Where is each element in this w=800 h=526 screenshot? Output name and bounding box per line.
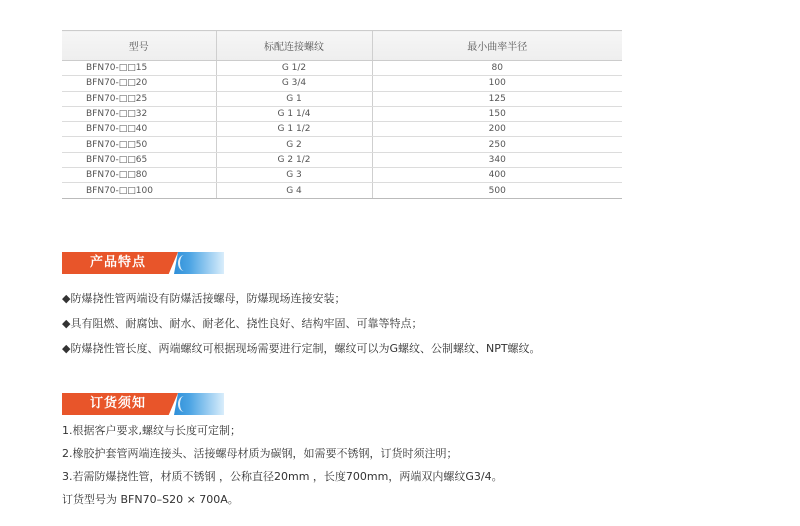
ordering-item: 1.根据客户要求,螺纹与长度可定制； — [62, 424, 241, 437]
thread-cell: G 1 1/2 — [216, 122, 372, 137]
features-banner — [62, 252, 224, 274]
features-title: 产品特点 — [89, 255, 146, 270]
radius-cell: 340 — [372, 152, 622, 167]
ordering-item: 2.橡胶护套管两端连接头、活接螺母材质为碳钢，如需要不锈钢，订货时须注明； — [62, 447, 458, 460]
feature-item: ◆防爆挠性管两端设有防爆活接螺母，防爆现场连接安装； — [62, 292, 346, 305]
header-thread: 标配连接螺纹 — [216, 31, 372, 61]
model-cell: BFN70-□□100 — [62, 183, 216, 198]
radius-cell: 400 — [372, 168, 622, 183]
thread-cell: G 2 1/2 — [216, 152, 372, 167]
features-list — [62, 291, 541, 366]
ordering-list — [62, 423, 503, 515]
banner-swoosh-curve — [178, 396, 190, 412]
table-row — [62, 137, 622, 152]
ordering-title: 订货须知 — [89, 396, 146, 411]
model-cell: BFN70-□□20 — [62, 76, 216, 91]
thread-cell: G 2 — [216, 137, 372, 152]
table-header-row — [62, 31, 622, 61]
feature-item: ◆防爆挠性管长度、两端螺纹可根据现场需要进行定制，螺纹可以为G螺纹、公制螺纹、NPT螺纹。 — [62, 342, 541, 355]
thread-cell: G 3 — [216, 168, 372, 183]
radius-cell: 150 — [372, 106, 622, 121]
table-row — [62, 168, 622, 183]
table-row — [62, 122, 622, 137]
model-cell: BFN70-□□65 — [62, 152, 216, 167]
model-cell: BFN70-□□15 — [62, 61, 216, 76]
table-row — [62, 76, 622, 91]
radius-cell: 500 — [372, 183, 622, 198]
thread-cell: G 1 1/4 — [216, 106, 372, 121]
ordering-banner — [62, 393, 224, 415]
header-radius: 最小曲率半径 — [372, 31, 622, 61]
ordering-example: 订货型号为 BFN70–S20 × 700A。 — [62, 493, 239, 506]
banner-swoosh-curve — [178, 255, 190, 271]
thread-cell: G 1/2 — [216, 61, 372, 76]
thread-cell: G 1 — [216, 91, 372, 106]
radius-cell: 125 — [372, 91, 622, 106]
radius-cell: 80 — [372, 61, 622, 76]
table-row — [62, 183, 622, 198]
ordering-item: 3.若需防爆挠性管，材质不锈钢 ，公称直径20mm ，长度700mm，两端双内螺纹G3/4。 — [62, 470, 503, 483]
model-cell: BFN70-□□50 — [62, 137, 216, 152]
table-row — [62, 61, 622, 76]
radius-cell: 200 — [372, 122, 622, 137]
table-row — [62, 106, 622, 121]
radius-cell: 250 — [372, 137, 622, 152]
spec-table — [62, 30, 622, 199]
thread-cell: G 3/4 — [216, 76, 372, 91]
table-row — [62, 91, 622, 106]
model-cell: BFN70-□□25 — [62, 91, 216, 106]
model-cell: BFN70-□□40 — [62, 122, 216, 137]
radius-cell: 100 — [372, 76, 622, 91]
thread-cell: G 4 — [216, 183, 372, 198]
model-cell: BFN70-□□80 — [62, 168, 216, 183]
model-cell: BFN70-□□32 — [62, 106, 216, 121]
feature-item: ◆具有阻燃、耐腐蚀、耐水、耐老化、挠性良好、结构牢固、可靠等特点； — [62, 317, 423, 330]
header-model: 型号 — [62, 31, 216, 61]
table-row — [62, 152, 622, 167]
